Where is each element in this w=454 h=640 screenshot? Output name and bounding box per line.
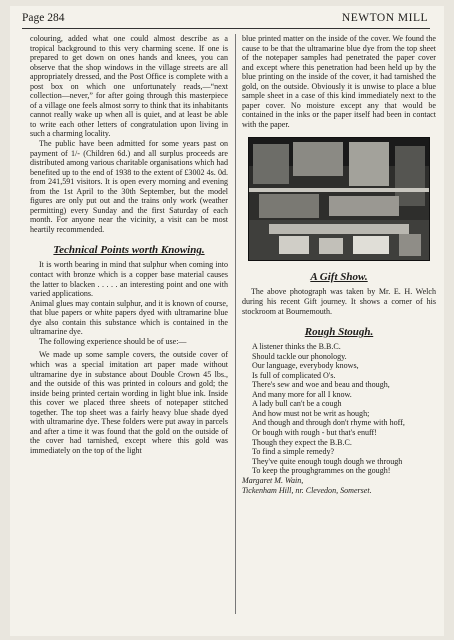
photo-caption: The above photograph was taken by Mr. E. H. Welch during his recent Gift journey. It shows a corner of his stockroom at Bournemouth. — [242, 287, 436, 316]
poem-line: To keep the proughgrammes on the gough! — [252, 466, 391, 476]
left-column — [30, 34, 228, 455]
column-divider — [235, 34, 236, 614]
paragraph: colouring, added what one could almost describe as a tropical background to this very charming scene. If one is prepared to get down on ones hands and knees, you can observe that the shop windows in the village streets are all appropriately dressed, and the Post Office is complete with a post box on which one unfortunately reads,—“next collection—never,” for after going through this masterpiece of a village one feels almost sorry to think that its inhabitants cannot really wake up when all is quiet, and at least be able to write each other letters of congratulation upon living in such a charming locality. — [30, 34, 228, 139]
paragraph: blue printed matter on the inside of the cover. We found the cause to be that the ultramarine blue dye from the top sheet of the notepaper samples had penetrated the paper cover and except where this penetration had been held up by the blue printing on the inside of the cover, it had tarnished the gold, on the outside. Obviously it is unwise to place a blue sample sheet in a case of this kind immediately next to the paper cover. No moisture except any that would be contained in the inks or the paper itself had been in contact with the paper. — [242, 34, 436, 129]
section-heading-gift-show: A Gift Show. — [310, 271, 368, 284]
section-heading-technical: Technical Points worth Knowing. — [53, 244, 205, 257]
poem-line: A lady bull can't be a cough — [252, 399, 342, 409]
poem-line: Though they expect the B.B.C. — [252, 437, 352, 447]
signature-address: Tickenham Hill, nr. Clevedon, Somerset. — [242, 485, 372, 495]
right-column — [242, 34, 436, 496]
stockroom-photo — [248, 137, 430, 261]
poem-line: There's sew and woe and beau and though, — [252, 380, 390, 390]
poem-line: A listener thinks the B.B.C. — [252, 342, 341, 352]
paragraph: We made up some sample covers, the outside cover of which was a special imitation art paper made without ultramarine dye in substance about Double Crown 45 lbs., and the outside of this was printed in colours and gold; the inside being printed certain wording in light blue ink. Inside this cover we placed three sheets of notepaper stitched together. The top sheet was a fairly heavy blue shade dyed with ultramarine dye. These folders were put away in parcels and after a time it was found that the gold on the outside of the cover had tarnished, except where this gold was immediately on the top of the light — [30, 350, 228, 455]
magazine-page — [10, 6, 444, 636]
header-rule — [22, 28, 430, 29]
paragraph: It is worth bearing in mind that sulphur when coming into contact with bronze which is a copper base material causes the latter to blacken . . . . . an interesting point and one with varied applications. — [30, 260, 228, 299]
poem-line: They've quite enough tough dough we through — [252, 456, 403, 466]
page-number: Page 284 — [22, 12, 65, 24]
signature-name: Margaret M. Wain, — [242, 475, 304, 485]
poem-line: Or bough with rough - but that's enuff! — [252, 428, 377, 438]
poem — [252, 342, 436, 476]
poem-line: And how must not be writ as hough; — [252, 408, 370, 418]
paragraph: The public have been admitted for some years past on payment of 1/- (Children 6d.) and all surplus proceeds are distributed among various charitable organisations which had benefited up to the end of 1938 to the extent of £3002 4s. 0d. from 241,591 visitors. It is open every morning and evening from the 1st April to the 30th September, but the model figures are only put out and the trains only work (weather permitting) every Sunday and the first Saturday of each month. For anyone near the vicinity, a visit can be most heartily recommended. — [30, 139, 228, 234]
poem-line: Is full of complicated O's. — [252, 370, 336, 380]
signature — [242, 476, 436, 496]
paragraph: The following experience should be of use:— — [39, 336, 187, 346]
poem-line: Should tackle our phonology. — [252, 351, 347, 361]
poem-line: And many more for all I know. — [252, 389, 352, 399]
paragraph: Animal glues may contain sulphur, and it is known of course, that blue papers or white papers dyed with ultramarine blue dye also contain this substance which is contained in the ultramarine dye. — [30, 298, 228, 337]
publication-title: NEWTON MILL — [341, 12, 428, 24]
poem-line: Our language, everybody knows, — [252, 361, 359, 371]
section-heading-poem: Rough Stough. — [304, 326, 374, 339]
poem-line: To find a simple remedy? — [252, 447, 335, 457]
poem-line: And though and through don't rhyme with hoff, — [252, 418, 405, 428]
